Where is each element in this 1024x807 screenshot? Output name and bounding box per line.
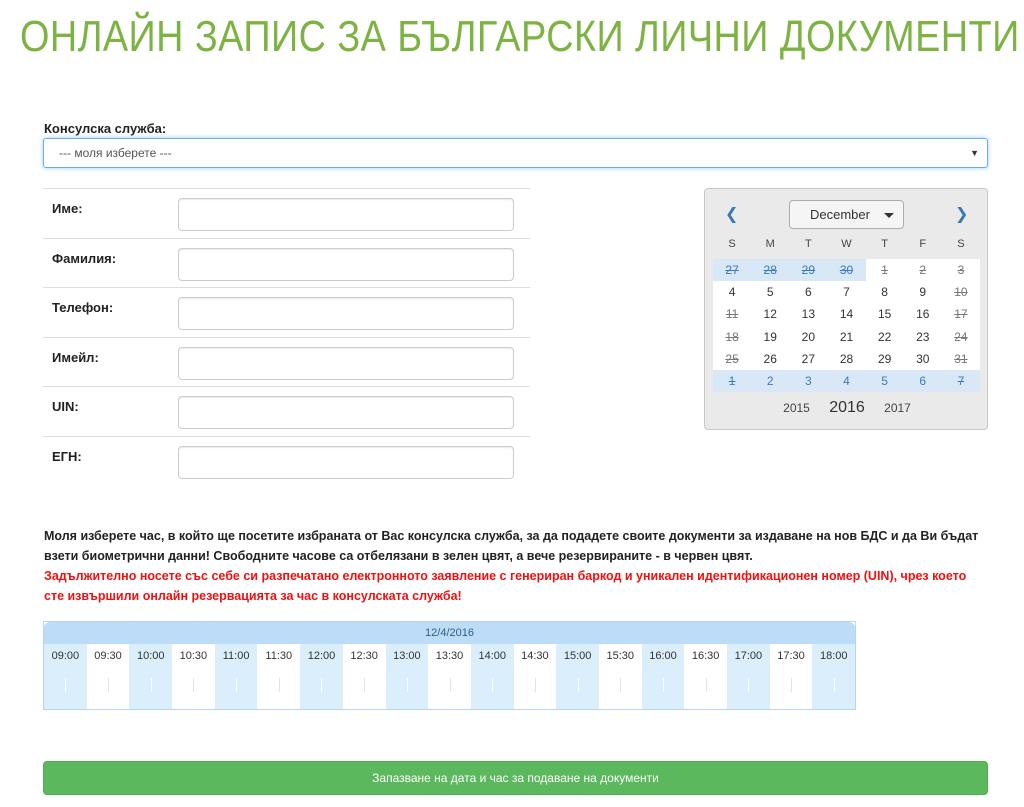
time-slot-label: 15:00 [563,650,592,662]
calendar-day[interactable]: 4 [728,285,736,300]
time-slot-label: 17:30 [777,650,805,662]
time-slot[interactable] [642,644,685,709]
caret-down-icon [884,213,894,218]
calendar-day: 31 [954,351,968,366]
time-slot-label: 10:00 [136,650,165,662]
month-select[interactable] [789,200,904,229]
time-slot[interactable] [556,644,599,709]
calendar-day[interactable]: 12 [763,307,777,322]
time-slot[interactable] [215,644,258,709]
time-slot[interactable] [343,644,386,709]
time-slot-label: 18:00 [819,650,848,662]
form-row-uin [43,387,530,437]
time-slot[interactable] [172,644,215,709]
time-slot-label: 12:00 [307,650,336,662]
instructions [44,526,989,606]
calendar-day[interactable]: 29 [877,351,892,366]
slot-marker [834,678,835,692]
calendar-day[interactable]: 27 [801,351,816,366]
time-slot[interactable] [684,644,727,709]
calendar-day[interactable]: 9 [919,285,927,300]
calendar-week [713,370,980,392]
calendar-day: 1 [881,263,888,277]
calendar-day[interactable]: 6 [805,285,812,300]
time-slot[interactable] [428,644,471,709]
calendar-day[interactable]: 28 [839,351,854,366]
calendar-day: 17 [954,307,968,322]
time-slot-label: 11:00 [222,650,250,662]
calendar-day[interactable]: 6 [904,370,942,392]
consulate-select[interactable] [43,138,988,168]
time-slot[interactable] [514,644,557,709]
form-row-first-name [43,189,530,239]
chevron-left-icon[interactable]: ❮ [725,206,739,223]
personal-data-form [43,188,530,486]
calendar-day[interactable]: 22 [877,329,892,344]
time-slot[interactable] [812,644,855,709]
calendar-day[interactable]: 23 [916,329,930,344]
calendar-day[interactable]: 19 [763,329,777,344]
weekday-label: S [728,238,736,250]
year-current[interactable]: 2016 [829,399,865,416]
calendar-grid [713,259,980,392]
time-slot[interactable] [386,644,429,709]
time-slots-table [43,621,856,710]
time-slot-label: 15:30 [606,650,635,662]
time-slot-label: 11:30 [265,650,293,662]
slot-marker [407,678,408,692]
time-slots-row [44,644,855,709]
calendar-day: 27 [713,259,751,281]
calendar-day: 2 [919,263,927,277]
slot-marker [108,678,109,692]
time-slot-label: 14:30 [521,650,549,662]
slot-marker [791,678,792,692]
time-slot-label: 16:00 [649,650,677,662]
form-row-last-name [43,239,530,289]
egn-input[interactable] [178,446,514,479]
calendar-day[interactable]: 16 [916,307,930,322]
time-slot-label: 09:30 [94,650,122,662]
calendar-day[interactable]: 20 [801,329,816,344]
weekday-label: F [919,238,927,250]
uin-label: UIN: [52,399,79,414]
calendar-day[interactable]: 8 [881,285,888,300]
time-slot-label: 13:30 [435,650,464,662]
calendar-day[interactable]: 30 [916,351,930,366]
time-slot[interactable] [727,644,770,709]
weekday-label: W [841,238,852,250]
calendar-day: 30 [827,259,865,281]
email-input[interactable] [178,347,514,380]
time-slot[interactable] [87,644,130,709]
calendar-day[interactable]: 5 [866,370,904,392]
slot-marker [706,678,707,692]
time-slot-label: 12:30 [350,650,378,662]
calendar-day[interactable]: 26 [763,351,777,366]
slot-marker [748,678,749,692]
slot-marker [535,678,536,692]
time-slot[interactable] [129,644,172,709]
time-slot[interactable] [300,644,343,709]
slot-marker [279,678,280,692]
first-name-input[interactable] [178,198,514,231]
time-slot-label: 10:30 [179,650,208,662]
calendar-day: 29 [789,259,827,281]
time-slot-label: 17:00 [734,650,763,662]
slot-marker [364,678,365,692]
form-row-phone [43,288,530,338]
calendar-day[interactable]: 15 [877,307,892,322]
weekday-label: T [804,238,812,250]
form-row-egn [43,437,530,487]
calendar-day[interactable]: 13 [801,307,816,322]
time-slot[interactable] [257,644,300,709]
slot-marker [193,678,194,692]
slot-marker [450,678,451,692]
consulate-label: Консулска служба: [44,121,167,136]
egn-label: ЕГН: [52,448,82,464]
time-slot[interactable] [599,644,642,709]
calendar-week [713,326,980,348]
date-picker [704,188,988,430]
submit-button[interactable]: Запазване на дата и час за подаване на документи [43,761,988,795]
slot-marker [151,678,152,692]
calendar-day: 18 [725,329,739,344]
slot-marker [321,678,322,692]
time-slot[interactable] [471,644,514,709]
calendar-week [713,281,980,303]
calendar-day[interactable]: 5 [766,285,774,300]
slot-marker [620,678,621,692]
weekday-header [713,238,980,250]
calendar-day: 11 [725,307,739,322]
time-slot-label: 09:00 [51,650,80,662]
chevron-right-icon[interactable]: ❯ [955,206,969,223]
calendar-day: 28 [751,259,789,281]
calendar-day: 3 [957,263,965,277]
calendar-week [713,303,980,325]
year-prev[interactable]: 2015 [783,401,810,415]
calendar-day: 25 [725,351,739,366]
dropdown-arrow-icon: ▼ [970,148,979,158]
time-slot[interactable] [770,644,813,709]
slot-marker [578,678,579,692]
phone-input[interactable] [178,297,514,330]
slot-marker [236,678,237,692]
time-slot[interactable] [44,644,87,709]
slot-marker [663,678,664,692]
calendar-day[interactable]: 4 [827,370,865,392]
calendar-day[interactable]: 14 [839,307,854,322]
time-slot-label: 16:30 [691,650,720,662]
first-name-label: Име: [52,201,83,216]
calendar-day[interactable]: 2 [751,370,789,392]
weekday-label: S [957,238,965,250]
calendar-day[interactable]: 7 [843,285,850,300]
consulate-select-value: --- моля изберете --- [59,146,172,160]
year-next[interactable]: 2017 [884,401,911,415]
slots-date-header: 12/4/2016 [44,622,855,644]
calendar-day: 10 [954,285,968,300]
last-name-input[interactable] [178,248,514,281]
warning-text: Задължително носете със себе си разпечатано електронното заявление с генериран баркод и уникален идентификационен номер (UIN), чрез което сте извършили онлайн резервацията за час в консулската служба! [44,569,967,603]
calendar-day: 24 [954,329,968,344]
weekday-label: M [765,238,775,250]
weekday-label: T [881,238,888,250]
last-name-label: Фамилия: [52,250,117,266]
calendar-week [713,348,980,370]
year-selector [705,399,989,417]
instructions-text: Моля изберете час, в който ще посетите избраната от Вас консулска служба, за да подадете своите документи за издаване на нов БДС и да Ви бъдат взети биометрични данни! Свободните часове са отбелязани в зелен цвят, а вече резервираните - в червен цвят. [44,529,979,563]
time-slot-label: 14:00 [478,650,506,662]
calendar-day[interactable]: 21 [839,329,854,344]
calendar-day: 7 [942,370,980,392]
calendar-week [713,259,980,281]
calendar-day[interactable]: 3 [789,370,827,392]
slot-marker [492,678,493,692]
calendar-day: 1 [713,370,751,392]
page-title: ОНЛАЙН ЗАПИС ЗА БЪЛГАРСКИ ЛИЧНИ ДОКУМЕНТИ [20,12,1020,61]
slot-marker [65,678,66,692]
phone-label: Телефон: [52,300,114,315]
time-slot-label: 13:00 [393,650,421,662]
month-select-value: December [810,207,870,222]
uin-input[interactable] [178,396,514,429]
form-row-email [43,338,530,388]
email-label: Имейл: [52,349,99,365]
